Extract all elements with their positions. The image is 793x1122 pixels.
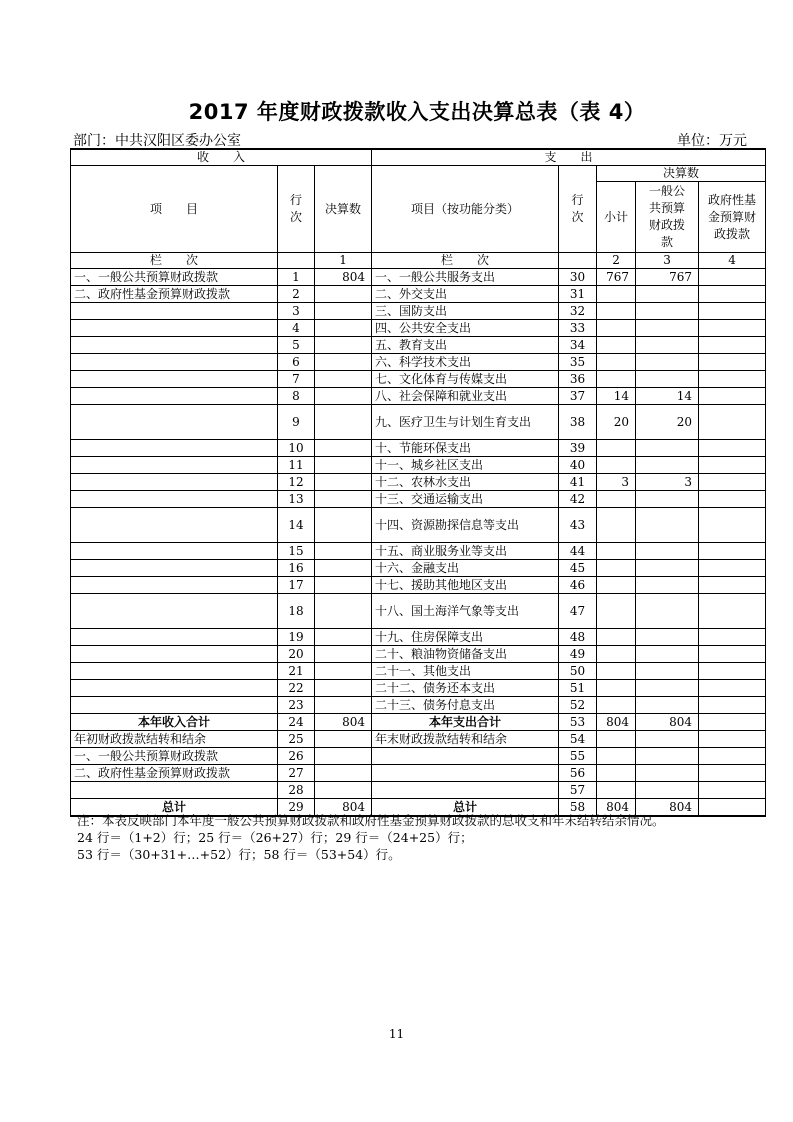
- fund-amount: [699, 491, 766, 508]
- table-row: [71, 457, 766, 474]
- note-line: 53 行＝（30+31+…+52）行；58 行＝（53+54）行。: [77, 847, 401, 862]
- table-row: [71, 354, 766, 371]
- expense-item: 三、国防支出: [372, 303, 559, 320]
- amount-group-header: 决算数: [597, 166, 766, 182]
- fund-amount: [699, 337, 766, 354]
- general-amount: [636, 371, 699, 388]
- fund-amount: [699, 629, 766, 646]
- fund-amount: [699, 320, 766, 337]
- income-amount: [315, 748, 372, 765]
- expense-row-no: 53: [559, 714, 597, 731]
- expense-row-no: 57: [559, 782, 597, 799]
- expense-item: 十一、城乡社区支出: [372, 457, 559, 474]
- income-amount: [315, 560, 372, 577]
- table-row: [71, 303, 766, 320]
- subtotal-amount: [597, 748, 636, 765]
- income-item: [71, 354, 278, 371]
- income-amount: [315, 354, 372, 371]
- expense-item: 本年支出合计: [372, 714, 559, 731]
- general-amount: [636, 646, 699, 663]
- table-row: [71, 286, 766, 303]
- income-row-no: 5: [278, 337, 315, 354]
- table-row: [71, 320, 766, 337]
- income-amount: [315, 697, 372, 714]
- income-row-no: 17: [278, 577, 315, 594]
- income-amount: [315, 765, 372, 782]
- expense-row-no: 47: [559, 594, 597, 629]
- expense-item: 九、医疗卫生与计划生育支出: [372, 405, 559, 440]
- income-row-no: 28: [278, 782, 315, 799]
- note-line: 注：本表反映部门本年度一般公共预算财政拨款和政府性基金预算财政拨款的总收支和年末结转结余情况。: [77, 813, 665, 828]
- income-row-no: 23: [278, 697, 315, 714]
- expense-item: 二十二、债务还本支出: [372, 680, 559, 697]
- item-header: 项 目: [71, 166, 278, 253]
- expense-row-no: 44: [559, 543, 597, 560]
- expense-item: 十八、国土海洋气象等支出: [372, 594, 559, 629]
- expense-row-no: 45: [559, 560, 597, 577]
- expense-item: 十二、农林水支出: [372, 474, 559, 491]
- table-row: [71, 508, 766, 543]
- expense-item: 十四、资源勘探信息等支出: [372, 508, 559, 543]
- fund-amount: [699, 371, 766, 388]
- expense-row-no: 35: [559, 354, 597, 371]
- table-row: [71, 269, 766, 286]
- table-row: [71, 765, 766, 782]
- subtotal-amount: [597, 629, 636, 646]
- income-item: [71, 629, 278, 646]
- fund-amount: [699, 714, 766, 731]
- expense-row-no: 38: [559, 405, 597, 440]
- amount-header: 决算数: [315, 166, 372, 253]
- income-amount: [315, 680, 372, 697]
- income-item: 一、一般公共预算财政拨款: [71, 269, 278, 286]
- row-no-header-2: 行次: [559, 166, 597, 253]
- subtotal-amount: 14: [597, 388, 636, 405]
- income-item: [71, 697, 278, 714]
- note-line: 24 行＝（1+2）行；25 行＝（26+27）行；29 行＝（24+25）行；: [77, 830, 473, 845]
- subtotal-amount: [597, 782, 636, 799]
- expense-row-no: 32: [559, 303, 597, 320]
- income-amount: [315, 646, 372, 663]
- table-row: [71, 714, 766, 731]
- income-amount: 804: [315, 799, 372, 817]
- subtotal-amount: 3: [597, 474, 636, 491]
- income-item: [71, 577, 278, 594]
- fund-amount: [699, 646, 766, 663]
- income-row-no: 18: [278, 594, 315, 629]
- fund-budget-header: 政府性基金预算财政拨款: [699, 182, 766, 253]
- general-amount: [636, 440, 699, 457]
- subtotal-amount: [597, 337, 636, 354]
- income-amount: [315, 474, 372, 491]
- fund-amount: [699, 577, 766, 594]
- income-item: [71, 543, 278, 560]
- income-item: 年初财政拨款结转和结余: [71, 731, 278, 748]
- table-row: [71, 388, 766, 405]
- income-item: [71, 337, 278, 354]
- income-item: [71, 560, 278, 577]
- expense-item: 二十三、债务付息支出: [372, 697, 559, 714]
- income-row-no: 16: [278, 560, 315, 577]
- general-amount: [636, 731, 699, 748]
- expense-row-no: 34: [559, 337, 597, 354]
- expense-row-no: 55: [559, 748, 597, 765]
- fund-amount: [699, 799, 766, 817]
- subtotal-amount: [597, 440, 636, 457]
- general-amount: [636, 663, 699, 680]
- income-item: 总计: [71, 799, 278, 817]
- income-item: [71, 405, 278, 440]
- fund-amount: [699, 286, 766, 303]
- income-row-no: 12: [278, 474, 315, 491]
- table-row: [71, 474, 766, 491]
- budget-table: [70, 148, 766, 817]
- income-amount: [315, 405, 372, 440]
- table-row: [71, 629, 766, 646]
- income-amount: [315, 543, 372, 560]
- income-row-no: 6: [278, 354, 315, 371]
- fund-amount: [699, 765, 766, 782]
- general-amount: [636, 748, 699, 765]
- expense-row-no: 41: [559, 474, 597, 491]
- expense-row-no: 50: [559, 663, 597, 680]
- income-amount: [315, 388, 372, 405]
- income-row-no: 8: [278, 388, 315, 405]
- general-amount: 20: [636, 405, 699, 440]
- subtotal-amount: [597, 371, 636, 388]
- column-label: 栏 次: [71, 253, 278, 269]
- general-amount: [636, 697, 699, 714]
- fund-amount: [699, 354, 766, 371]
- expense-row-no: 37: [559, 388, 597, 405]
- general-amount: [636, 629, 699, 646]
- income-row-no: 26: [278, 748, 315, 765]
- subtotal-amount: [597, 680, 636, 697]
- subtotal-header: 小计: [597, 182, 636, 253]
- income-amount: 804: [315, 714, 372, 731]
- table-row: [71, 560, 766, 577]
- general-amount: [636, 303, 699, 320]
- income-item: [71, 782, 278, 799]
- expense-item: 十七、援助其他地区支出: [372, 577, 559, 594]
- general-amount: [636, 577, 699, 594]
- general-budget-header: 一般公共预算财政拨款: [636, 182, 699, 253]
- expense-item: [372, 765, 559, 782]
- income-amount: [315, 440, 372, 457]
- income-row-no: 24: [278, 714, 315, 731]
- income-amount: 804: [315, 269, 372, 286]
- page-title: 2017 年度财政拨款收入支出决算总表（表 4）: [188, 100, 646, 124]
- income-row-no: 20: [278, 646, 315, 663]
- income-amount: [315, 371, 372, 388]
- subtotal-amount: [597, 697, 636, 714]
- department-label: 部门：中共汉阳区委办公室: [73, 133, 241, 149]
- general-amount: [636, 680, 699, 697]
- subtotal-amount: [597, 491, 636, 508]
- general-amount: 14: [636, 388, 699, 405]
- income-row-no: 25: [278, 731, 315, 748]
- expense-item: 八、社会保障和就业支出: [372, 388, 559, 405]
- table-row: [71, 663, 766, 680]
- subtotal-amount: [597, 320, 636, 337]
- income-item: [71, 680, 278, 697]
- expense-row-no: 30: [559, 269, 597, 286]
- fund-amount: [699, 474, 766, 491]
- fund-amount: [699, 663, 766, 680]
- fund-amount: [699, 405, 766, 440]
- subtotal-amount: 767: [597, 269, 636, 286]
- general-amount: 804: [636, 714, 699, 731]
- income-row-no: 13: [278, 491, 315, 508]
- fund-amount: [699, 303, 766, 320]
- income-amount: [315, 508, 372, 543]
- table-row: [71, 371, 766, 388]
- income-item: [71, 371, 278, 388]
- general-amount: [636, 354, 699, 371]
- income-amount: [315, 303, 372, 320]
- fund-amount: [699, 782, 766, 799]
- income-item: [71, 508, 278, 543]
- expense-item: 十九、住房保障支出: [372, 629, 559, 646]
- subtotal-amount: 804: [597, 714, 636, 731]
- general-amount: [636, 457, 699, 474]
- general-amount: [636, 320, 699, 337]
- fund-amount: [699, 594, 766, 629]
- income-amount: [315, 337, 372, 354]
- fund-amount: [699, 508, 766, 543]
- income-row-no: 27: [278, 765, 315, 782]
- expense-item: 十、节能环保支出: [372, 440, 559, 457]
- expense-header: 支 出: [372, 149, 766, 166]
- subtotal-amount: 804: [597, 799, 636, 817]
- unit-label: 单位：万元: [677, 133, 747, 149]
- income-header: 收 入: [71, 149, 372, 166]
- column-1: 1: [315, 253, 372, 269]
- item-func-header: 项目（按功能分类）: [372, 166, 559, 253]
- fund-amount: [699, 269, 766, 286]
- income-item: [71, 320, 278, 337]
- expense-item: 总计: [372, 799, 559, 817]
- general-amount: [636, 543, 699, 560]
- column-label-2: 栏 次: [372, 253, 559, 269]
- expense-item: 十五、商业服务业等支出: [372, 543, 559, 560]
- subtotal-amount: [597, 731, 636, 748]
- table-row: [71, 731, 766, 748]
- expense-row-no: 43: [559, 508, 597, 543]
- general-amount: [636, 594, 699, 629]
- table-row: [71, 697, 766, 714]
- income-row-no: 21: [278, 663, 315, 680]
- income-row-no: 14: [278, 508, 315, 543]
- expense-item: [372, 782, 559, 799]
- fund-amount: [699, 748, 766, 765]
- subtotal-amount: [597, 560, 636, 577]
- income-item: [71, 491, 278, 508]
- subtotal-amount: [597, 646, 636, 663]
- fund-amount: [699, 680, 766, 697]
- fund-amount: [699, 388, 766, 405]
- subtotal-amount: [597, 765, 636, 782]
- subtotal-amount: [597, 577, 636, 594]
- income-item: [71, 646, 278, 663]
- fund-amount: [699, 697, 766, 714]
- general-amount: [636, 765, 699, 782]
- expense-item: 十六、金融支出: [372, 560, 559, 577]
- expense-item: 二、外交支出: [372, 286, 559, 303]
- income-row-no: 19: [278, 629, 315, 646]
- general-amount: 804: [636, 799, 699, 817]
- expense-item: 七、文化体育与传媒支出: [372, 371, 559, 388]
- general-amount: 3: [636, 474, 699, 491]
- income-row-no: 1: [278, 269, 315, 286]
- subtotal-amount: 20: [597, 405, 636, 440]
- general-amount: 767: [636, 269, 699, 286]
- general-amount: [636, 782, 699, 799]
- fund-amount: [699, 560, 766, 577]
- income-item: [71, 474, 278, 491]
- expense-row-no: 49: [559, 646, 597, 663]
- fund-amount: [699, 440, 766, 457]
- general-amount: [636, 560, 699, 577]
- column-3: 3: [636, 253, 699, 269]
- income-amount: [315, 731, 372, 748]
- expense-row-no: 54: [559, 731, 597, 748]
- income-item: [71, 388, 278, 405]
- general-amount: [636, 491, 699, 508]
- subtotal-amount: [597, 543, 636, 560]
- expense-row-no: 48: [559, 629, 597, 646]
- subtotal-amount: [597, 354, 636, 371]
- table-row: [71, 440, 766, 457]
- subtotal-amount: [597, 594, 636, 629]
- expense-item: 十三、交通运输支出: [372, 491, 559, 508]
- income-row-no: 3: [278, 303, 315, 320]
- expense-item: 二十一、其他支出: [372, 663, 559, 680]
- income-amount: [315, 491, 372, 508]
- expense-row-no: 46: [559, 577, 597, 594]
- table-row: [71, 405, 766, 440]
- income-amount: [315, 577, 372, 594]
- table-row: [71, 337, 766, 354]
- income-row-no: 10: [278, 440, 315, 457]
- table-row: [71, 491, 766, 508]
- expense-row-no: 52: [559, 697, 597, 714]
- general-amount: [636, 286, 699, 303]
- expense-item: [372, 748, 559, 765]
- expense-row-no: 58: [559, 799, 597, 817]
- table-row: [71, 782, 766, 799]
- column-2: 2: [597, 253, 636, 269]
- income-row-no: 9: [278, 405, 315, 440]
- income-row-no: 29: [278, 799, 315, 817]
- expense-row-no: 36: [559, 371, 597, 388]
- income-item: [71, 594, 278, 629]
- expense-item: 一、一般公共服务支出: [372, 269, 559, 286]
- table-row: [71, 680, 766, 697]
- subtotal-amount: [597, 286, 636, 303]
- table-row: [71, 594, 766, 629]
- subtotal-amount: [597, 508, 636, 543]
- expense-row-no: 42: [559, 491, 597, 508]
- income-item: [71, 457, 278, 474]
- notes: [77, 812, 665, 863]
- subtotal-amount: [597, 663, 636, 680]
- expense-item: 四、公共安全支出: [372, 320, 559, 337]
- income-amount: [315, 629, 372, 646]
- expense-item: 二十、粮油物资储备支出: [372, 646, 559, 663]
- income-item: [71, 440, 278, 457]
- table-row: [71, 748, 766, 765]
- income-item: 二、政府性基金预算财政拨款: [71, 286, 278, 303]
- column-4: 4: [699, 253, 766, 269]
- expense-row-no: 51: [559, 680, 597, 697]
- subtotal-amount: [597, 457, 636, 474]
- expense-item: 五、教育支出: [372, 337, 559, 354]
- page-number: 11: [388, 1027, 405, 1041]
- general-amount: [636, 508, 699, 543]
- fund-amount: [699, 457, 766, 474]
- income-row-no: 11: [278, 457, 315, 474]
- income-amount: [315, 594, 372, 629]
- table-row: [71, 577, 766, 594]
- fund-amount: [699, 543, 766, 560]
- expense-row-no: 39: [559, 440, 597, 457]
- income-row-no: 2: [278, 286, 315, 303]
- table-row: [71, 543, 766, 560]
- subtotal-amount: [597, 303, 636, 320]
- income-amount: [315, 457, 372, 474]
- expense-item: 年末财政拨款结转和结余: [372, 731, 559, 748]
- expense-row-no: 40: [559, 457, 597, 474]
- income-amount: [315, 782, 372, 799]
- income-amount: [315, 286, 372, 303]
- expense-row-no: 31: [559, 286, 597, 303]
- income-amount: [315, 663, 372, 680]
- income-item: 二、政府性基金预算财政拨款: [71, 765, 278, 782]
- table-row: [71, 646, 766, 663]
- expense-row-no: 33: [559, 320, 597, 337]
- income-row-no: 22: [278, 680, 315, 697]
- income-item: [71, 303, 278, 320]
- general-amount: [636, 337, 699, 354]
- income-row-no: 15: [278, 543, 315, 560]
- expense-row-no: 56: [559, 765, 597, 782]
- expense-item: 六、科学技术支出: [372, 354, 559, 371]
- fund-amount: [699, 731, 766, 748]
- income-item: [71, 663, 278, 680]
- income-row-no: 4: [278, 320, 315, 337]
- income-row-no: 7: [278, 371, 315, 388]
- row-no-header: 行次: [278, 166, 315, 253]
- income-amount: [315, 320, 372, 337]
- income-item: 本年收入合计: [71, 714, 278, 731]
- income-item: 一、一般公共预算财政拨款: [71, 748, 278, 765]
